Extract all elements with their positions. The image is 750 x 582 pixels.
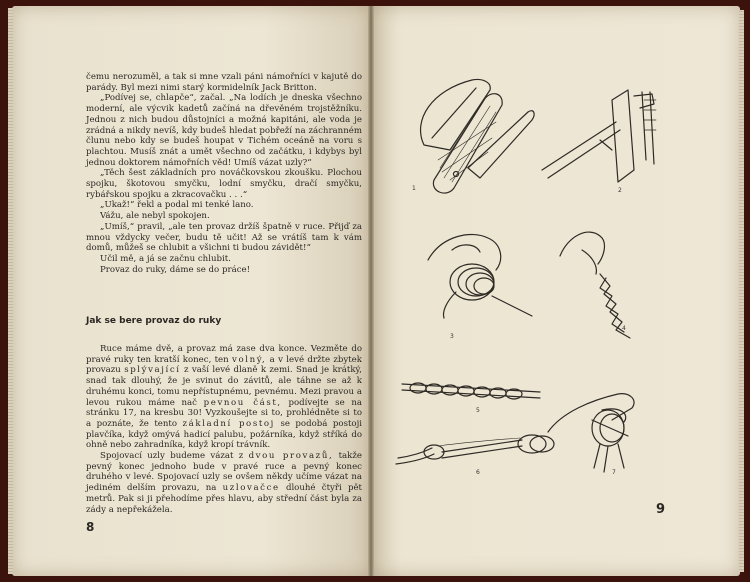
spaced-term: základní postoj: [182, 418, 275, 429]
text-run: se podobá postoji plavčíka, když omývá hadicí palubu, požárníka, když stříká do ohně nebo zahradníka, když kropí trávník.: [86, 418, 363, 451]
figure-label-5: 5: [476, 407, 480, 414]
rope-knots-illustration: [396, 435, 554, 464]
spaced-term: pevnou část,: [203, 397, 282, 408]
paragraph: Učil mě, a já se začnu chlubit.: [100, 253, 231, 264]
chain-sinnet-illustration: [402, 383, 540, 399]
figure-label-6: 6: [476, 469, 480, 476]
text-run: a v levé držte zbytek provazu: [86, 354, 362, 376]
paragraph: čemu nerozuměl, a tak si mne vzali páni námořníci v kajutě do parády. Byl mezi nimi starý kormidelník Jack Britton.: [86, 72, 362, 93]
text-run: Ruce máme dvě, a provaz má zase dva konce. Vezměte do pravé ruky ten kratší konec, ten: [86, 344, 362, 365]
page-edges-left: [8, 8, 13, 574]
spaced-term: uzlovačce: [222, 483, 280, 494]
page-number-right: 9: [656, 502, 666, 517]
knot-illustrations: [372, 60, 740, 480]
spaced-term: volný,: [232, 354, 267, 365]
figure-label-1: 1: [412, 185, 416, 192]
text-run: dlouhé čtyři pět metrů. Pak si ji přehodíme přes hlavu, aby střední část byla za zády a nepřekážela.: [86, 483, 363, 515]
page-number-left: 8: [86, 520, 95, 534]
figure-label-3: 3: [450, 333, 454, 340]
hand-coil-illustration: [428, 234, 532, 318]
text-run: podívejte se na stránku 17, na kresbu 30! Vyzkoušejte si to, prohlédněte si to a poznáte, že tento: [86, 397, 363, 429]
text-run: Spojovací uzly budeme vázat z: [100, 451, 244, 462]
figure-label-7: 7: [612, 469, 616, 476]
text-run: takže pevný konec jednoho bude v pravé ruce a pevný konec druhého v levé. Spojovací uzly se ovšem někdy učíme vázat na jediném delším provazu, na: [86, 451, 362, 494]
paragraph: Provaz do ruky, dáme se do práce!: [100, 264, 251, 275]
paragraph: „Těch šest základních pro nováčkovskou zkoušku. Plochou spojku, škotovou smyčku, lodní smyčku, dračí smyčku, rybářskou spojku a zkracovačku . . .“: [86, 168, 362, 200]
spaced-term: splývající: [124, 365, 181, 376]
paragraph: „Umíš,“ pravil, „ale ten provaz držíš špatně v ruce. Přijď za mnou vždycky večer, budu tě učit! Až se vrátíš tam k vám domů, můžeš se chlubit a všichni ti budou závidět!“: [86, 221, 362, 254]
left-page-text-bottom: [86, 344, 362, 515]
section-heading: Jak se bere provaz do ruky: [86, 316, 222, 326]
left-page-text-top: [86, 72, 362, 275]
pocket-knife-illustration: [421, 79, 535, 193]
hand-loop-illustration: [548, 394, 634, 472]
figure-label-4: 4: [622, 325, 626, 332]
hand-chain-illustration: [560, 232, 630, 338]
figure-label-2: 2: [618, 187, 622, 194]
marlinspike-illustration: [542, 90, 656, 182]
paragraph: [86, 451, 362, 515]
text-run: z vaší levé dlaně k zemi. Snad je krátký, snad tak dlouhý, že je svinut do závitů, ale táhne se až k druhému konci, tomu nepřístupnému, pevnému. Mezi pravou a levou rukou máme nač: [86, 365, 363, 408]
paragraph: [86, 344, 362, 451]
paragraph: Vážu, ale nebyl spokojen.: [100, 211, 210, 222]
spaced-term: dvou provazů,: [248, 451, 334, 462]
paragraph: „Podívej se, chlapče“, začal. „Na lodích je dneska všechno moderní, ale výcvik kadetů začíná na dřevěném trojstěžníku. Jednou z nich budou důstojníci a možná kapitáni, ale voda je zrádná a nikdy nevíš, kdy budeš hledat pobřeží na záchranném člunu nebo kdy se budeš houpat v Tichém oceáně na voru s plachtou. Musíš znát a umět všechno od začátku, i kdybys byl jednou doktorem námořních věd! Umíš vázat uzly?“: [86, 93, 362, 168]
paragraph: „Ukaž!“ řekl a podal mi tenké lano.: [100, 200, 254, 211]
